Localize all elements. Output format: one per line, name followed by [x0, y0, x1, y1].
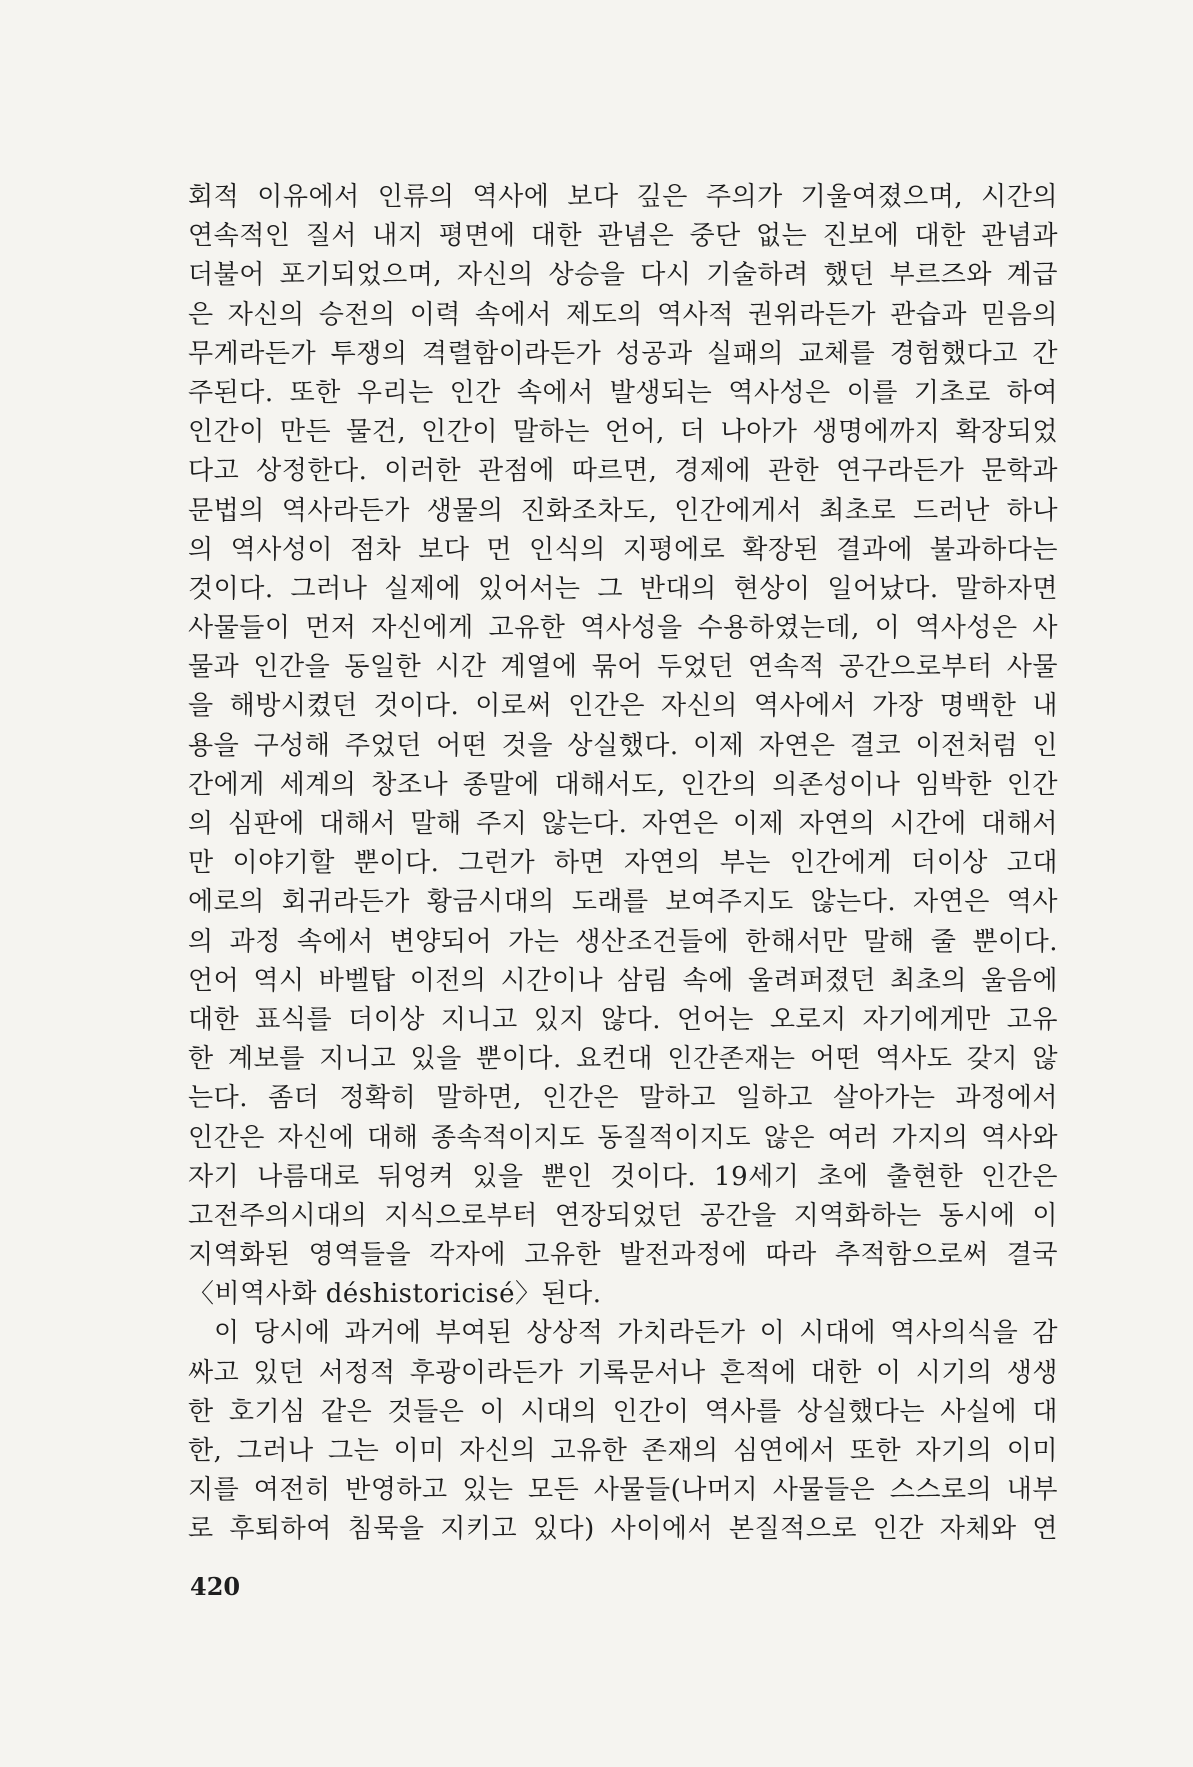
- page-number: 420: [190, 1572, 241, 1601]
- text-line: 용을 구성해 주었던 어떤 것을 상실했다. 이제 자연은 결코 이전처럼 인: [188, 730, 1058, 761]
- text-line: 로 후퇴하여 침묵을 지키고 있다) 사이에서 본질적으로 인간 자체와 연: [188, 1514, 1058, 1545]
- text-line: 물과 인간을 동일한 시간 계열에 묶어 두었던 연속적 공간으로부터 사물: [188, 652, 1058, 683]
- text-line: 것이다. 그러나 실제에 있어서는 그 반대의 현상이 일어났다. 말하자면: [188, 573, 1058, 604]
- text-line: 무게라든가 투쟁의 격렬함이라든가 성공과 실패의 교체를 경험했다고 간: [188, 338, 1058, 369]
- paragraph-2: [188, 1314, 1058, 1549]
- text-line: 의 심판에 대해서 말해 주지 않는다. 자연은 이제 자연의 시간에 대해서: [188, 809, 1058, 839]
- text-line: 고전주의시대의 지식으로부터 연장되었던 공간을 지역화하는 동시에 이: [188, 1200, 1058, 1231]
- text-line: 싸고 있던 서정적 후광이라든가 기록문서나 흔적에 대한 이 시기의 생생: [188, 1357, 1058, 1388]
- text-line: 주된다. 또한 우리는 인간 속에서 발생되는 역사성은 이를 기초로 하여: [188, 377, 1058, 408]
- paragraph-1: [188, 178, 1058, 1314]
- text-line: 만 이야기할 뿐이다. 그런가 하면 자연의 부는 인간에게 더이상 고대: [188, 848, 1058, 879]
- text-line: 인간이 만든 물건, 인간이 말하는 언어, 더 나아가 생명에까지 확장되었: [188, 417, 1058, 448]
- text-line: 지를 여전히 반영하고 있는 모든 사물들(나머지 사물들은 스스로의 내부: [188, 1475, 1058, 1506]
- text-line: 는다. 좀더 정확히 말하면, 인간은 말하고 일하고 살아가는 과정에서: [188, 1083, 1058, 1114]
- text-line: 자기 나름대로 뒤엉켜 있을 뿐인 것이다. 19세기 초에 출현한 인간은: [188, 1161, 1058, 1192]
- text-line: 사물들이 먼저 자신에게 고유한 역사성을 수용하였는데, 이 역사성은 사: [188, 613, 1058, 644]
- text-line: 한 호기심 같은 것들은 이 시대의 인간이 역사를 상실했다는 사실에 대: [188, 1396, 1058, 1427]
- text-line: 대한 표식를 더이상 지니고 있지 않다. 언어는 오로지 자기에게만 고유: [188, 1004, 1058, 1035]
- text-line: 더불어 포기되었으며, 자신의 상승을 다시 기술하려 했던 부르즈와 계급: [188, 260, 1058, 291]
- text-line: 의 역사성이 점차 보다 먼 인식의 지평에로 확장된 결과에 불과하다는: [188, 534, 1058, 565]
- text-line: 한, 그러나 그는 이미 자신의 고유한 존재의 심연에서 또한 자기의 이미: [188, 1436, 1058, 1466]
- text-line: 한 계보를 지니고 있을 뿐이다. 요컨대 인간존재는 어떤 역사도 갖지 않: [188, 1044, 1058, 1075]
- text-line: 연속적인 질서 내지 평면에 대한 관념은 중단 없는 진보에 대한 관념과: [188, 221, 1058, 252]
- body-text: [188, 178, 1058, 1550]
- text-line: 이 당시에 과거에 부여된 상상적 가치라든가 이 시대에 역사의식을 감: [214, 1318, 1058, 1349]
- text-line: 다고 상정한다. 이러한 관점에 따르면, 경제에 관한 연구라든가 문학과: [188, 456, 1058, 487]
- text-line: 간에게 세계의 창조나 종말에 대해서도, 인간의 의존성이나 임박한 인간: [188, 769, 1058, 800]
- text-line: 인간은 자신에 대해 종속적이지도 동질적이지도 않은 여러 가지의 역사와: [188, 1122, 1058, 1153]
- text-line: 에로의 회귀라든가 황금시대의 도래를 보여주지도 않는다. 자연은 역사: [188, 887, 1058, 918]
- text-line: 지역화된 영역들을 각자에 고유한 발전과정에 따라 추적함으로써 결국: [188, 1240, 1058, 1271]
- text-line: 〈비역사화 déshistoricisé〉된다.: [188, 1279, 602, 1310]
- text-line: 은 자신의 승전의 이력 속에서 제도의 역사적 권위라든가 관습과 믿음의: [188, 299, 1058, 330]
- text-line: 의 과정 속에서 변양되어 가는 생산조건들에 한해서만 말해 줄 뿐이다.: [188, 926, 1058, 957]
- text-line: 문법의 역사라든가 생물의 진화조차도, 인간에게서 최초로 드러난 하나: [188, 495, 1058, 526]
- text-line: 언어 역시 바벨탑 이전의 시간이나 삼림 속에 울려퍼졌던 최초의 울음에: [188, 965, 1058, 996]
- text-line: 을 해방시켰던 것이다. 이로써 인간은 자신의 역사에서 가장 명백한 내: [188, 691, 1058, 722]
- text-line: 회적 이유에서 인류의 역사에 보다 깊은 주의가 기울여졌으며, 시간의: [188, 182, 1058, 212]
